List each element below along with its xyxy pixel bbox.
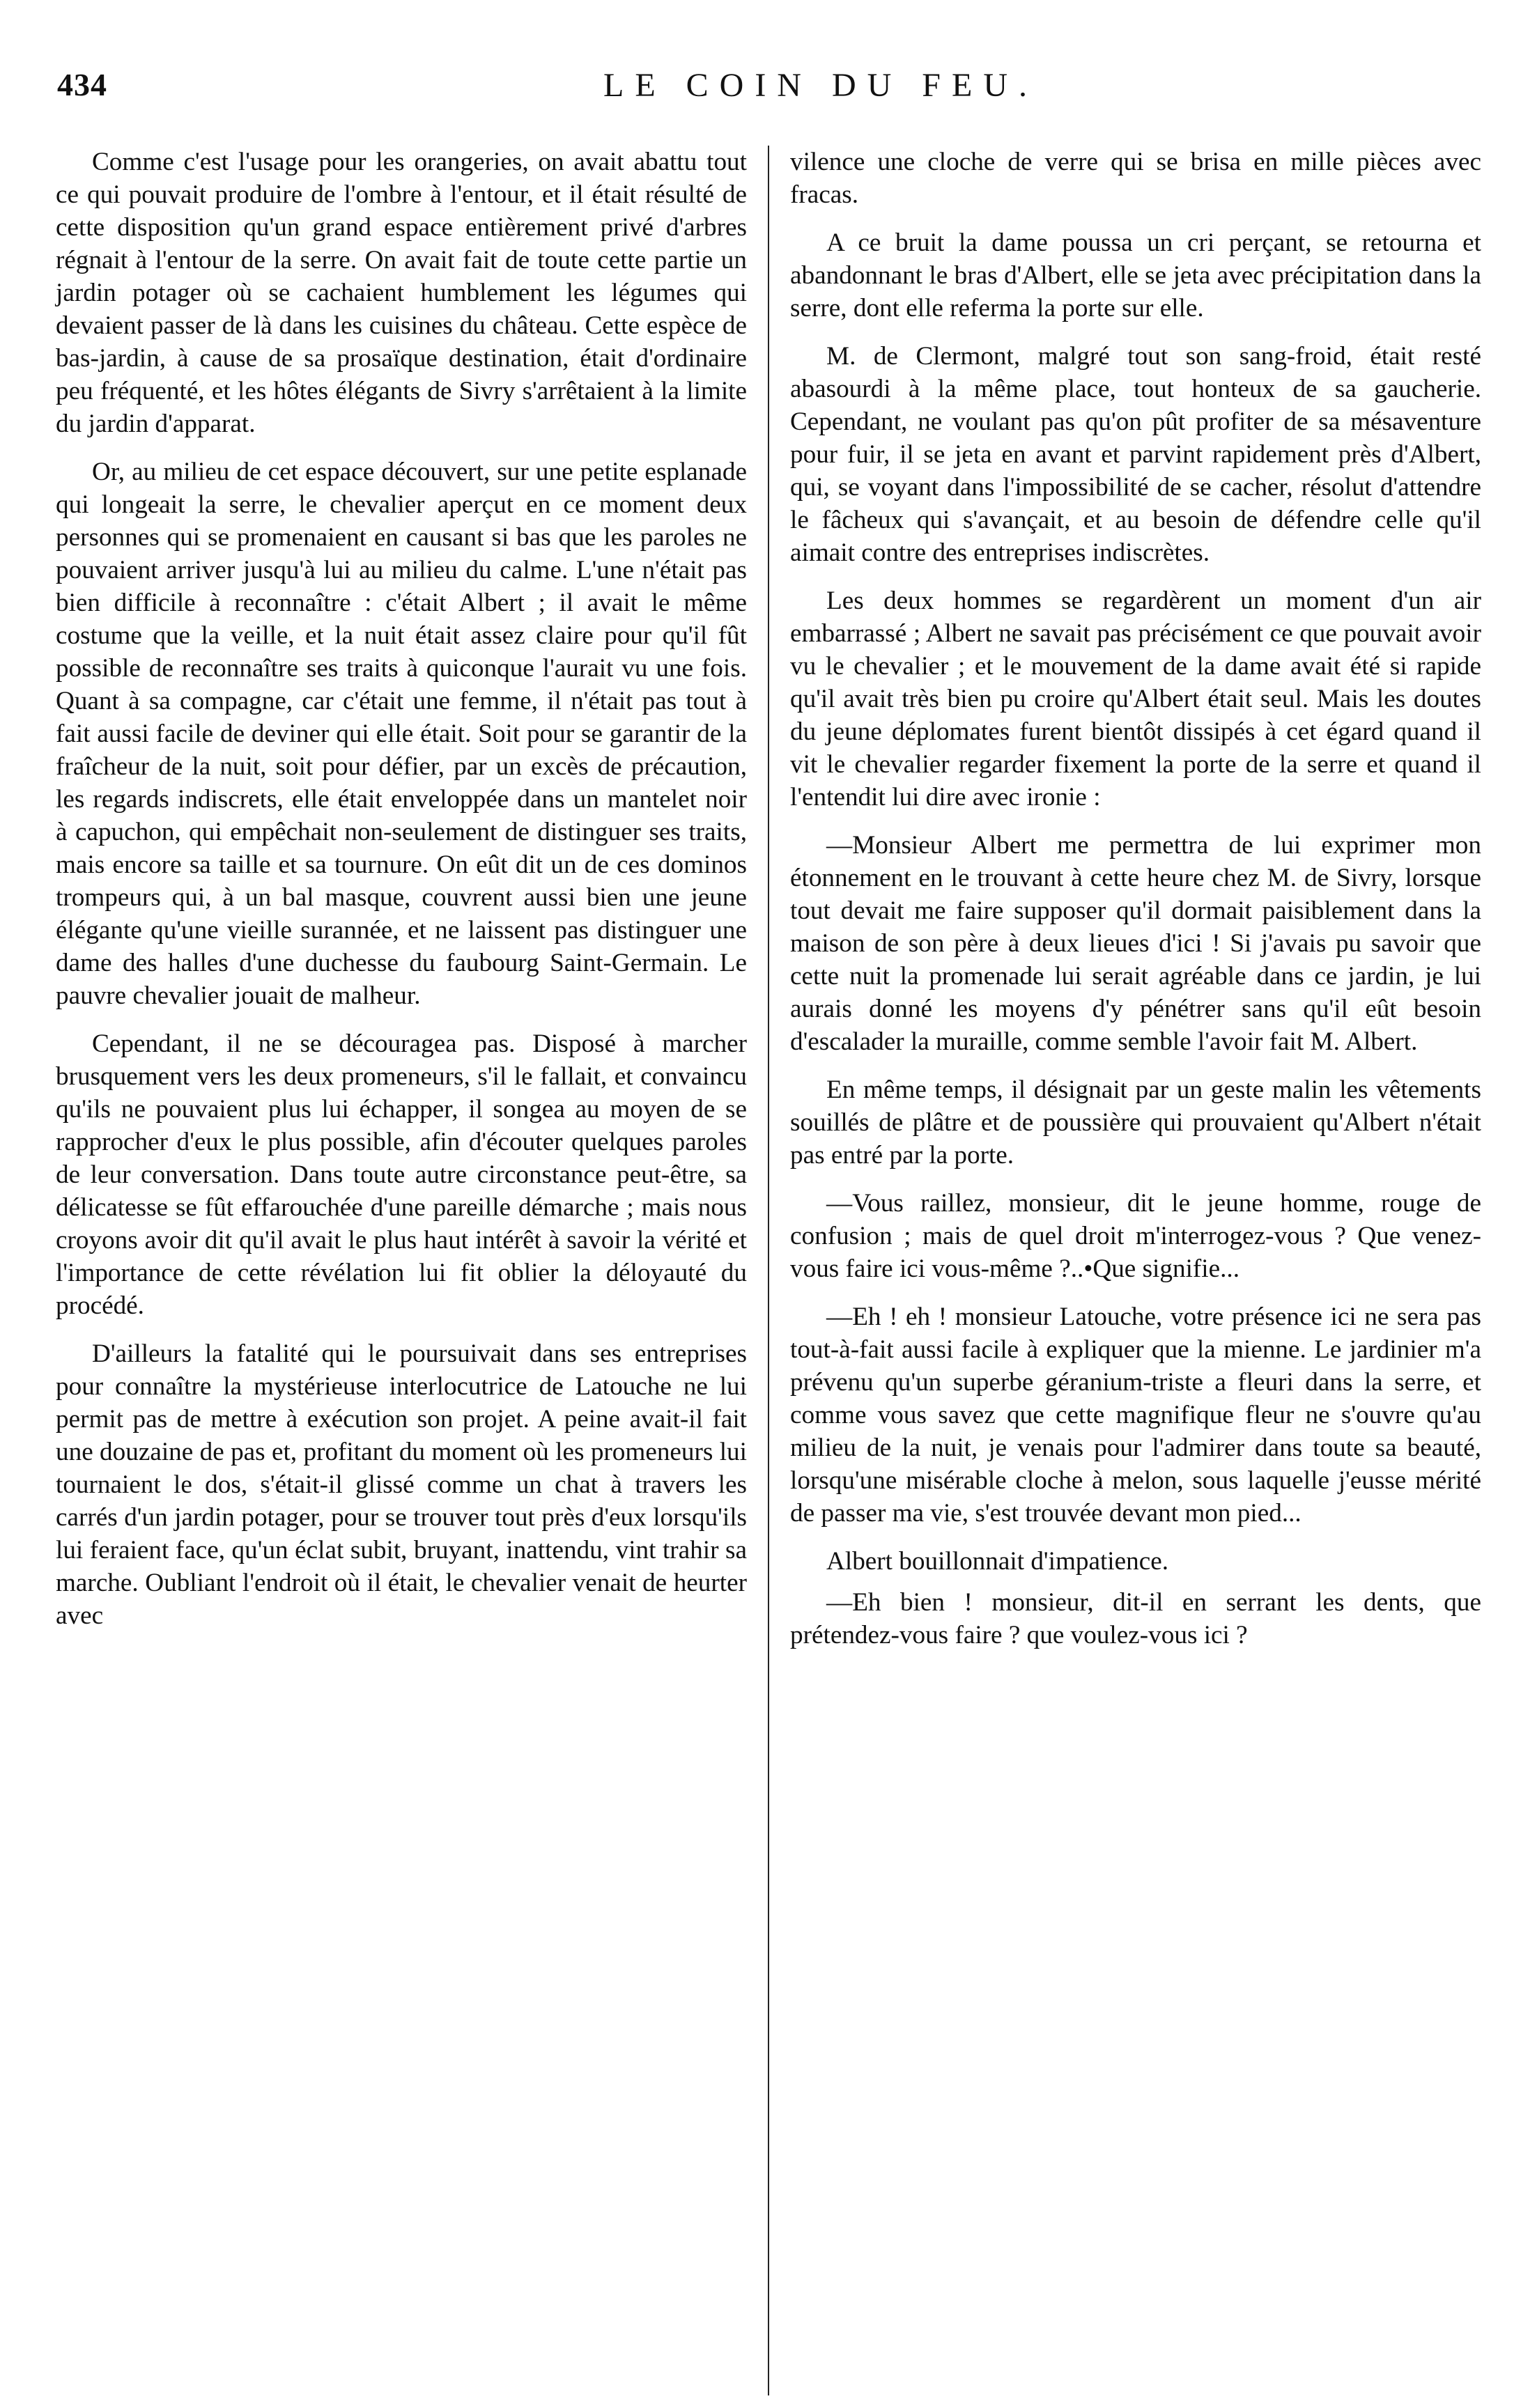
page-header [56, 66, 1481, 115]
paragraph: M. de Clermont, malgré tout son sang-froid, était resté abasourdi à la même place, tout honteux de sa gaucherie. Cependant, ne voulant pas qu'on pût profiter de sa mésaventure pour fuir, il se jeta en avant et parvint rapidement près d'Albert, qui, se voyant dans l'impossibilité de se cacher, résolut d'attendre le fâcheux qui s'avançait, et au besoin de défendre celle qu'il aimait contre des entreprises indiscrètes. [790, 342, 1481, 567]
paragraph: A ce bruit la dame poussa un cri perçant, se retourna et abandonnant le bras d'Albert, elle se jeta avec précipitation dans la serre, dont elle referma la porte sur elle. [790, 228, 1481, 323]
paragraph: Comme c'est l'usage pour les orangeries, on avait abattu tout ce qui pouvait produire de l'ombre à l'entour, et il était résulté de cette disposition qu'un grand espace entièrement privé d'arbres régnait à l'entour de la serre. On avait fait de toute cette partie un jardin potager où se cachaient humblement les légumes qui devaient passer de là dans les cuisines du château. Cette espèce de bas-jardin, à cause de sa prosaïque destination, était d'ordinaire peu fréquenté, et les hôtes élégants de Sivry s'arrêtaient à la limite du jardin d'apparat. [56, 148, 747, 438]
dialogue-paragraph: —Eh ! eh ! monsieur Latouche, votre présence ici ne sera pas tout-à-fait aussi facile à expliquer que la mienne. Le jardinier m'a prévenu qu'un superbe géranium-triste a fleuri dans la serre, et comme vous savez que cette magnifique fleur ne s'ouvre qu'au milieu de la nuit, je venais pour l'admirer dans toute sa beauté, lorsqu'une misérable cloche à melon, sous laquelle j'eusse mérité de passer ma vie, s'est trouvée devant mon pied... [790, 1303, 1481, 1528]
running-title: LE COIN DU FEU. [603, 67, 1038, 104]
paragraph-continuation: vilence une cloche de verre qui se brisa en mille pièces avec fracas. [790, 148, 1481, 209]
column-divider [768, 146, 769, 2395]
dialogue-paragraph: —Vous raillez, monsieur, dit le jeune homme, rouge de confusion ; mais de quel droit m'interrogez-vous ? Que venez-vous faire ici vous-même ?..•Que signifie... [790, 1189, 1481, 1283]
dialogue-paragraph: —Monsieur Albert me permettra de lui exprimer mon étonnement en le trouvant à cette heure chez M. de Sivry, lorsque tout devait me faire supposer qu'il dormait paisiblement dans la maison de son père à deux lieues d'ici ! Si j'avais pu savoir que cette nuit la promenade lui serait agréable dans ce jardin, je lui aurais donné les moyens d'y pénétrer sans qu'il eût besoin d'escalader la muraille, comme semble l'avoir fait M. Albert. [790, 831, 1481, 1056]
right-column [785, 146, 1481, 2402]
left-column [56, 146, 752, 2402]
text-columns [56, 146, 1481, 2402]
paragraph: Or, au milieu de cet espace découvert, sur une petite esplanade qui longeait la serre, le chevalier aperçut en ce moment deux personnes qui se promenaient en causant si bas que les paroles ne pouvaient arriver jusqu'à lui au milieu du calme. L'une n'était pas bien difficile à reconnaître : c'était Albert ; il avait le même costume que la veille, et la nuit était assez claire pour qu'il fût possible de reconnaître ses traits à quiconque l'aurait vu une fois. Quant à sa compagne, car c'était une femme, il n'était pas tout à fait aussi facile de deviner qui elle était. Soit pour se garantir de la fraîcheur de la nuit, soit pour défier, par un excès de précaution, les regards indiscrets, elle était enveloppée dans un mantelet noir à capuchon, qui empêchait non-seulement de distinguer ses traits, mais encore sa taille et sa tournure. On eût dit un de ces dominos trompeurs qui, à un bal masque, couvrent aussi bien une jeune élégante qu'une vieille surannée, et ne laissent pas distinguer une dame des halles d'une duchesse du faubourg Saint-Germain. Le pauvre chevalier jouait de malheur. [56, 458, 747, 1010]
paragraph: Les deux hommes se regardèrent un moment d'un air embarrassé ; Albert ne savait pas précisément ce que pouvait avoir vu le chevalier ; et le mouvement de la dame avait été si rapide qu'il avait très bien pu croire qu'Albert était seul. Mais les doutes du jeune déplomates furent bientôt dissipés à cet égard quand il vit le chevalier regarder fixement la porte de la serre et quand il l'entendit lui dire avec ironie : [790, 587, 1481, 811]
dialogue-paragraph: —Eh bien ! monsieur, dit-il en serrant les dents, que prétendez-vous faire ? que voulez-vous ici ? [790, 1588, 1481, 1649]
paragraph: D'ailleurs la fatalité qui le poursuivait dans ses entreprises pour connaître la mystérieuse interlocutrice de Latouche ne lui permit pas de mettre à exécution son projet. A peine avait-il fait une douzaine de pas et, profitant du moment où les promeneurs lui tournaient le dos, s'était-il glissé comme un chat à travers les carrés d'un jardin potager, pour se trouver tout près d'eux lorsqu'ils lui feraient face, qu'un éclat subit, bruyant, inattendu, vint trahir sa marche. Oubliant l'endroit où il était, le chevalier venait de heurter avec [56, 1339, 747, 1630]
paragraph: En même temps, il désignait par un geste malin les vêtements souillés de plâtre et de poussière qui prouvaient qu'Albert n'était pas entré par la porte. [790, 1075, 1481, 1170]
page-number: 434 [57, 67, 107, 102]
paragraph: Albert bouillonnait d'impatience. [826, 1547, 1169, 1576]
paragraph: Cependant, il ne se découragea pas. Disposé à marcher brusquement vers les deux promeneurs, s'il le fallait, et convaincu qu'ils ne pouvaient plus lui échapper, il songea au moyen de se rapprocher d'eux le plus possible, afin d'écouter quelques paroles de leur conversation. Dans toute autre circonstance peut-être, sa délicatesse se fût effarouchée d'une pareille démarche ; mais nous croyons avoir dit qu'il avait le plus haut intérêt à savoir la vérité et l'importance de cette révélation lui fit oblier la déloyauté du procédé. [56, 1030, 747, 1320]
